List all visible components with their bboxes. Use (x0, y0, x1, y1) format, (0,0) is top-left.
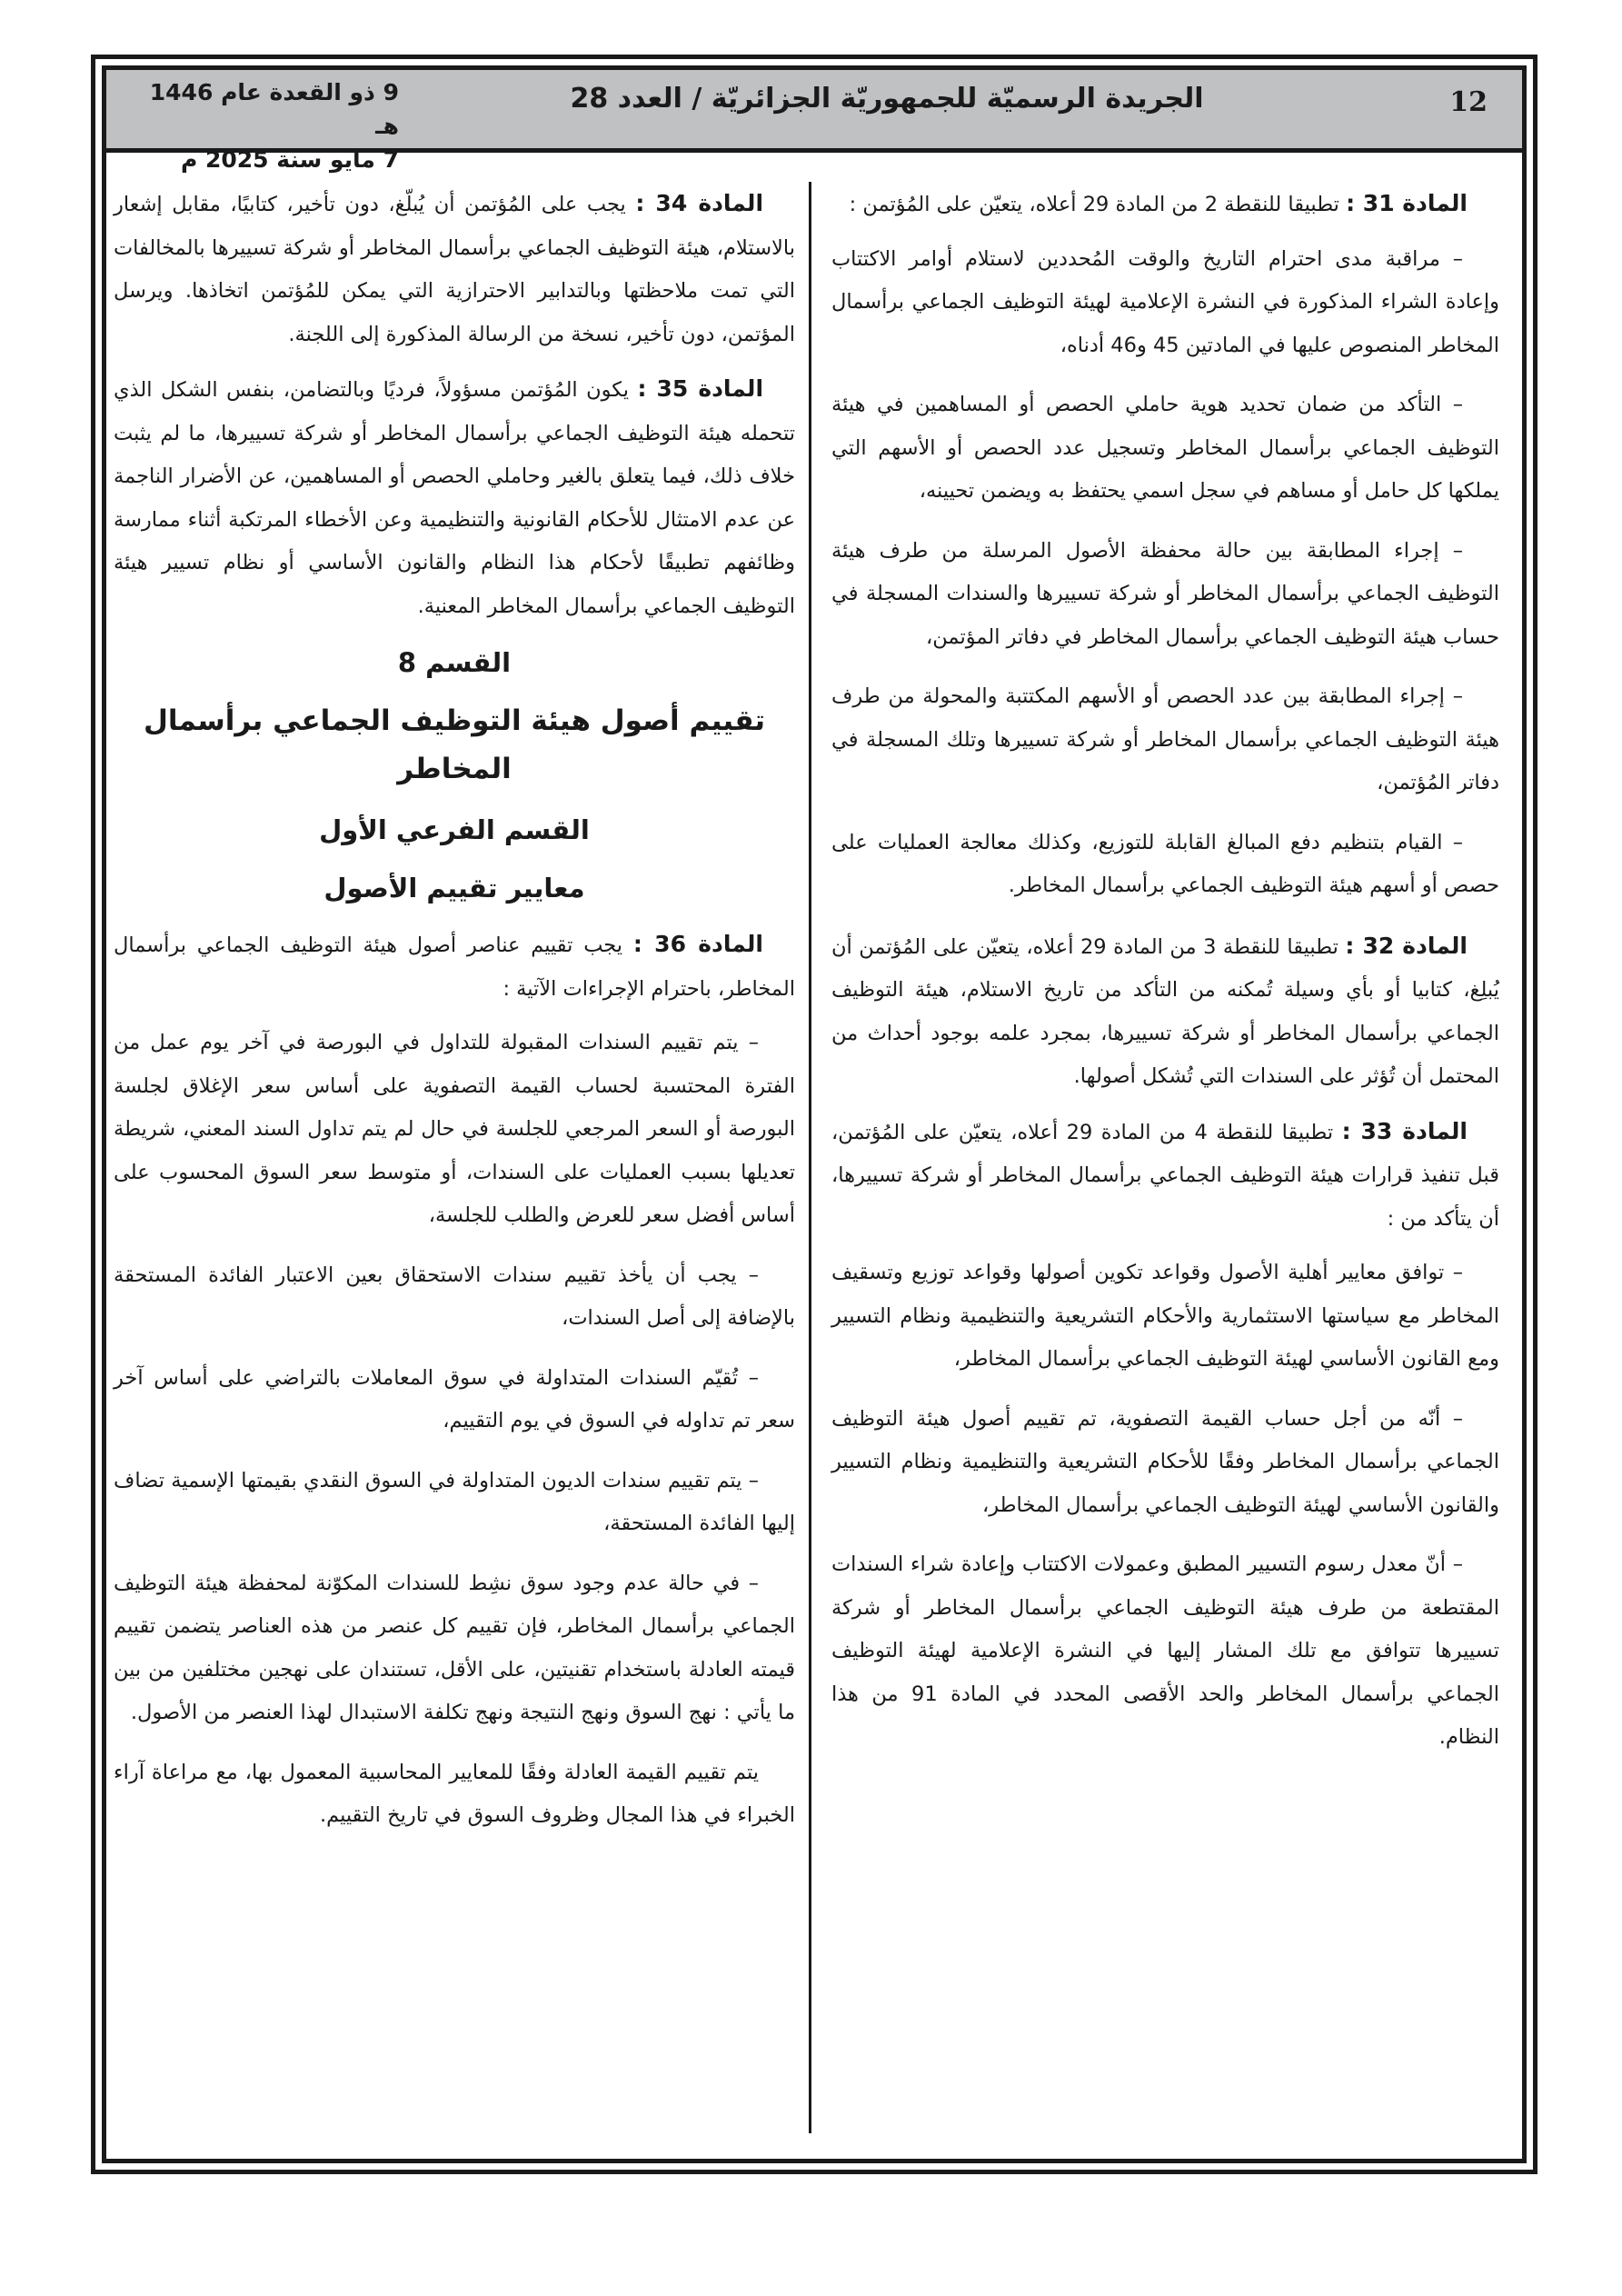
article-label: المادة 31 : (1346, 190, 1468, 216)
issue-date (126, 75, 399, 176)
section-number: القسم 8 (397, 647, 512, 678)
list-item: – يتم تقييم السندات المقبولة للتداول في البورصة في آخر يوم عمل من الفترة المحتسبة لحساب القيمة التصفوية على أساس سعر الإغلاق لجلسة البورصة أو السعر المرجعي للجلسة في حال لم يتم تداول السند المعني، شريطة تعديلها بسبب العمليات على السندات، أو متوسط سعر السوق المحسوب على أساس أفضل سعر للعرض والطلب للجلسة، (114, 1031, 795, 1227)
subsection-title: معايير تقييم الأصول (323, 873, 585, 903)
list-item: – أنّ معدل رسوم التسيير المطبق وعمولات الاكتتاب وإعادة شراء السندات المقتطعة من طرف هيئة التوظيف الجماعي برأسمال المخاطر أو شركة تسييرها تتوافق مع تلك المشار إليها في النشرة الإعلامية لهيئة التوظيف الجماعي برأسمال المخاطر والحد الأقصى المحدد في المادة 91 من هذا النظام. (831, 1552, 1499, 1749)
list-item: – توافق معايير أهلية الأصول وقواعد تكوين أصولها وقواعد توزيع وتسقيف المخاطر مع سياستها الاستثمارية والأحكام التشريعية والتنظيمية ونظام التسيير ومع القانون الأساسي لهيئة التوظيف الجماعي برأسمال المخاطر، (831, 1261, 1499, 1371)
article-text: يجب على المُؤتمن أن يُبلّغ، دون تأخير، كتابيًا، مقابل إشعار بالاستلام، هيئة التوظيف الجماعي برأسمال المخاطر أو شركة تسييرها بالمخالفات التي تمت ملاحظتها وبالتدابير الاحترازية التي يمكن للمُؤتمن اتخاذها. ويرسل المؤتمن، دون تأخير، نسخة من الرسالة المذكورة إلى اللجنة. (114, 193, 795, 346)
list-item: – القيام بتنظيم دفع المبالغ القابلة للتوزيع، وكذلك معالجة العمليات على حصص أو أسهم هيئة التوظيف الجماعي برأسمال المخاطر. (831, 830, 1499, 897)
list-item: – التأكد من ضمان تحديد هوية حاملي الحصص أو المساهمين في هيئة التوظيف الجماعي برأسمال المخاطر وتسجيل عدد الحصص أو الأسهم التي يملكها كل حامل أو مساهم في سجل اسمي يحتفظ به ويضمن تحيينه، (831, 393, 1499, 503)
article-label: المادة 36 : (632, 931, 763, 957)
list-item: – إجراء المطابقة بين حالة محفظة الأصول المرسلة من طرف هيئة التوظيف الجماعي برأسمال المخاطر أو شركة تسييرها والسندات المسجلة في حساب هيئة التوظيف الجماعي برأسمال المخاطر في دفاتر المؤتمن، (831, 538, 1499, 649)
list-item: – في حالة عدم وجود سوق نشِط للسندات المكوّنة لمحفظة هيئة التوظيف الجماعي برأسمال المخاطر، فإن تقييم كل عنصر من هذه العناصر يتضمن تقييم قيمته العادلة باستخدام تقنيتين، على الأقل، تستندان على نهجين مختلفين من بين ما يأتي : نهج السوق ونهج النتيجة ونهج تكلفة الاستبدال لهذا العنصر من الأصول. (114, 1571, 795, 1724)
article-text: يكون المُؤتمن مسؤولاً، فرديًا وبالتضامن، بنفس الشكل الذي تتحمله هيئة التوظيف الجماعي برأسمال المخاطر أو شركة تسييرها، ما لم يثبت خلاف ذلك، فيما يتعلق بالغير وحاملي الحصص أو المساهمين، عن الأضرار الناجمة عن عدم الامتثال للأحكام القانونية والتنظيمية وعن الأخطاء المرتكبة أثناء ممارسة وظائفهم تطبيقًا لأحكام هذا النظام والقانون الأساسي أو نظام تسيير هيئة التوظيف الجماعي برأسمال المخاطر المعنية. (114, 378, 795, 618)
gregorian-date: 7 مايو سنة 2025 م (180, 146, 399, 173)
article-32 (831, 924, 1499, 1099)
article-text: تطبيقا للنقطة 3 من المادة 29 أعلاه، يتعيّن على المُؤتمن أن يُبلِغ، كتابيا أو بأي وسيلة تُمكنه من التأكد من تاريخ الاستلام، هيئة التوظيف الجماعي برأسمال المخاطر أو شركة تسييرها، بمجرد علمه بوجود أحداث من المحتمل أن تُؤثر على السندات التي تُشكل أصولها. (831, 934, 1499, 1088)
article-label: المادة 33 : (1341, 1117, 1468, 1144)
list-item: – يجب أن يأخذ تقييم سندات الاستحقاق بعين الاعتبار الفائدة المستحقة بالإضافة إلى أصل السندات، (114, 1263, 795, 1330)
page-header (106, 70, 1522, 173)
article-label: المادة 35 : (637, 375, 764, 402)
article-text: تطبيقا للنقطة 2 من المادة 29 أعلاه، يتعيّن على المُؤتمن : (849, 193, 1347, 216)
article-33 (831, 1110, 1499, 1242)
article-31 (831, 182, 1499, 227)
article-text: تطبيقا للنقطة 4 من المادة 29 أعلاه، يتعيّن على المُؤتمن، قبل تنفيذ قرارات هيئة التوظيف الجماعي برأسمال المخاطر أو شركة تسييرها، أن يتأكد من : (831, 1120, 1499, 1231)
left-column (114, 182, 795, 1854)
list-item: – إجراء المطابقة بين عدد الحصص أو الأسهم المكتتبة والمحولة من طرف هيئة التوظيف الجماعي برأسمال المخاطر أو شركة تسييرها وتلك المسجلة في دفاتر المُؤتمن، (831, 684, 1499, 794)
article-35 (114, 367, 795, 628)
list-item: – أنّه من أجل حساب القيمة التصفوية، تم تقييم أصول هيئة التوظيف الجماعي برأسمال المخاطر وفقًا للأحكام التشريعية والتنظيمية ونظام التسيير والقانون الأساسي لهيئة التوظيف الجماعي برأسمال المخاطر، (831, 1406, 1499, 1517)
article-label: المادة 32 : (1345, 932, 1468, 959)
list-item: – مراقبة مدى احترام التاريخ والوقت المُحددين لاستلام أوامر الاكتتاب وإعادة الشراء المذكورة في النشرة الإعلامية لهيئة التوظيف الجماعي برأسمال المخاطر المنصوص عليها في المادتين 45 و46 أدناه، (831, 246, 1499, 357)
column-divider (809, 182, 811, 2133)
article-34 (114, 182, 795, 356)
page-number: 12 (1449, 86, 1488, 118)
right-column (831, 182, 1499, 1776)
subsection-number: القسم الفرعي الأول (319, 814, 590, 845)
closing-paragraph: يتم تقييم القيمة العادلة وفقًا للمعايير المحاسبية المعمول بها، مع مراعاة آراء الخبراء في هذا المجال وظروف السوق في تاريخ التقييم. (114, 1760, 795, 1827)
article-label: المادة 34 : (635, 190, 764, 216)
list-item: – تُقيّم السندات المتداولة في سوق المعاملات بالتراضي على أساس آخر سعر تم تداوله في السوق في يوم التقييم، (114, 1365, 795, 1433)
section-title: تقييم أصول هيئة التوظيف الجماعي برأسمال المخاطر (143, 704, 766, 785)
list-item: – يتم تقييم سندات الديون المتداولة في السوق النقدي بقيمتها الإسمية تضاف إليها الفائدة المستحقة، (114, 1468, 795, 1535)
journal-title: الجريدة الرسميّة للجمهوريّة الجزائريّة / العدد 28 (570, 83, 1204, 115)
article-36 (114, 923, 795, 1011)
article-text: يجب تقييم عناصر أصول هيئة التوظيف الجماعي برأسمال المخاطر، باحترام الإجراءات الآتية : (114, 933, 795, 1001)
hijri-date: 9 ذو القعدة عام 1446 هـ (149, 79, 399, 139)
